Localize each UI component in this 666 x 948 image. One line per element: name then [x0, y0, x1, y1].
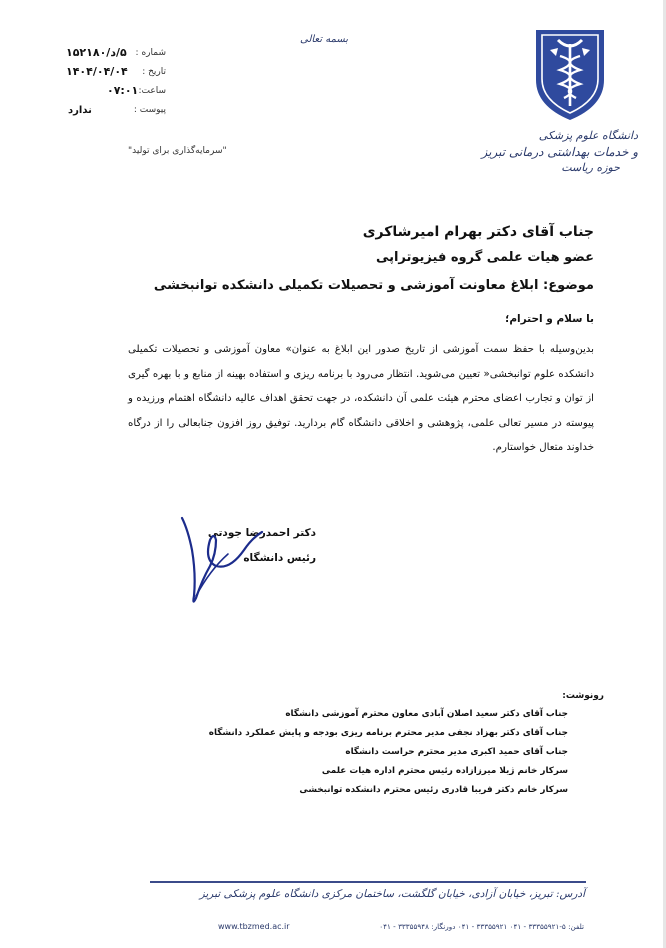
tbzmed-emblem-icon [530, 26, 610, 122]
footer-website: www.tbzmed.ac.ir [218, 922, 290, 931]
greeting: با سلام و احترام؛ [505, 313, 594, 325]
year-slogan: "سرمایه‌گذاری برای تولید" [128, 146, 227, 156]
date-value: ۱۴۰۴/۰۴/۰۴ [66, 65, 128, 78]
number-label: شماره : [135, 48, 166, 58]
footer-address: آدرس: تبریز، خیابان آزادی، خیابان گلگشت، ساختمان مرکزی دانشگاه علوم پزشکی تبریز [199, 888, 585, 900]
footer-phones: تلفن: ۵-۳۳۳۵۵۹۲۱ - ۰۴۱ ۳۳۳۵۵۹۲۱ - ۰۴۱ دورنگار: ۳۳۳۵۵۹۴۸ - ۰۴۱ [379, 922, 584, 931]
attachment-label: پیوست : [133, 105, 166, 115]
attachment-value: ندارد [68, 105, 92, 116]
university-name [481, 128, 638, 176]
time-row [66, 86, 166, 105]
footer-divider [150, 881, 586, 883]
cc-item: جناب آقای دکتر سعید اصلان آبادی معاون محترم آموزشی دانشگاه [285, 709, 568, 719]
cc-item: سرکار خانم ژیلا میرزازاده رئیس محترم اداره هیات علمی [321, 766, 568, 776]
cc-item: جناب آقای حمید اکبری مدیر محترم حراست دانشگاه [345, 747, 568, 757]
university-name-line: و خدمات بهداشتی درمانی تبریز [481, 145, 638, 159]
signer-name: دکتر احمدرضا جودتی [207, 527, 316, 539]
basmala-heading: بسمه تعالی [300, 34, 349, 45]
addressee-title: عضو هیات علمی گروه فیزیوتراپی [375, 250, 594, 265]
office-name: حوزه ریاست [561, 161, 620, 174]
cc-item: جناب آقای دکتر بهزاد نجفی مدیر محترم برنامه ریزی بودجه و پایش عملکرد دانشگاه [208, 728, 568, 738]
date-label: تاریخ : [142, 67, 166, 77]
university-name-line: دانشگاه علوم پزشکی [538, 129, 638, 142]
cc-title: رونوشت: [562, 691, 604, 701]
handwritten-signature [170, 510, 280, 610]
cc-item: سرکار خانم دکتر فریبا قادری رئیس محترم دانشکده توانبخشی [299, 785, 568, 795]
letter-meta [66, 48, 166, 124]
signer-position: رئیس دانشگاه [243, 552, 316, 564]
number-value: ۵/د/۱۵۲۱۸۰ [66, 46, 127, 59]
time-value: ۰۷:۰۱ [107, 84, 139, 97]
attachment-row [66, 105, 166, 124]
letter-body: بدین‌وسیله با حفظ سمت آموزشی از تاریخ صدور این ابلاغ به عنوان» معاون آموزشی و تحصیلات تکمیلی دانشکده علوم توانبخشی« تعیین می‌شوید. انتظار می‌رود با برنامه ریزی و استفاده بهینه از منابع و با بهره گیری از توان و تجارب اعضای محترم هیئت علمی آن دانشکده، در جهت تحقق اهداف عالیه دانشگاه اهتمام ورزیده و پیوسته در مسیر تعالی علمی، پژوهشی و اخلاقی دانشگاه گام بردارید. توفیق روز افزون جنابعالی را از درگاه خداوند متعال خواستارم. [128, 344, 594, 453]
addressee-name: جناب آقای دکتر بهرام امیرشاکری [362, 224, 594, 240]
letter-subject: موضوع: ابلاغ معاونت آموزشی و تحصیلات تکمیلی دانشکده توانبخشی [153, 278, 594, 293]
cc-list [209, 709, 568, 804]
time-label: ساعت: [138, 86, 166, 96]
